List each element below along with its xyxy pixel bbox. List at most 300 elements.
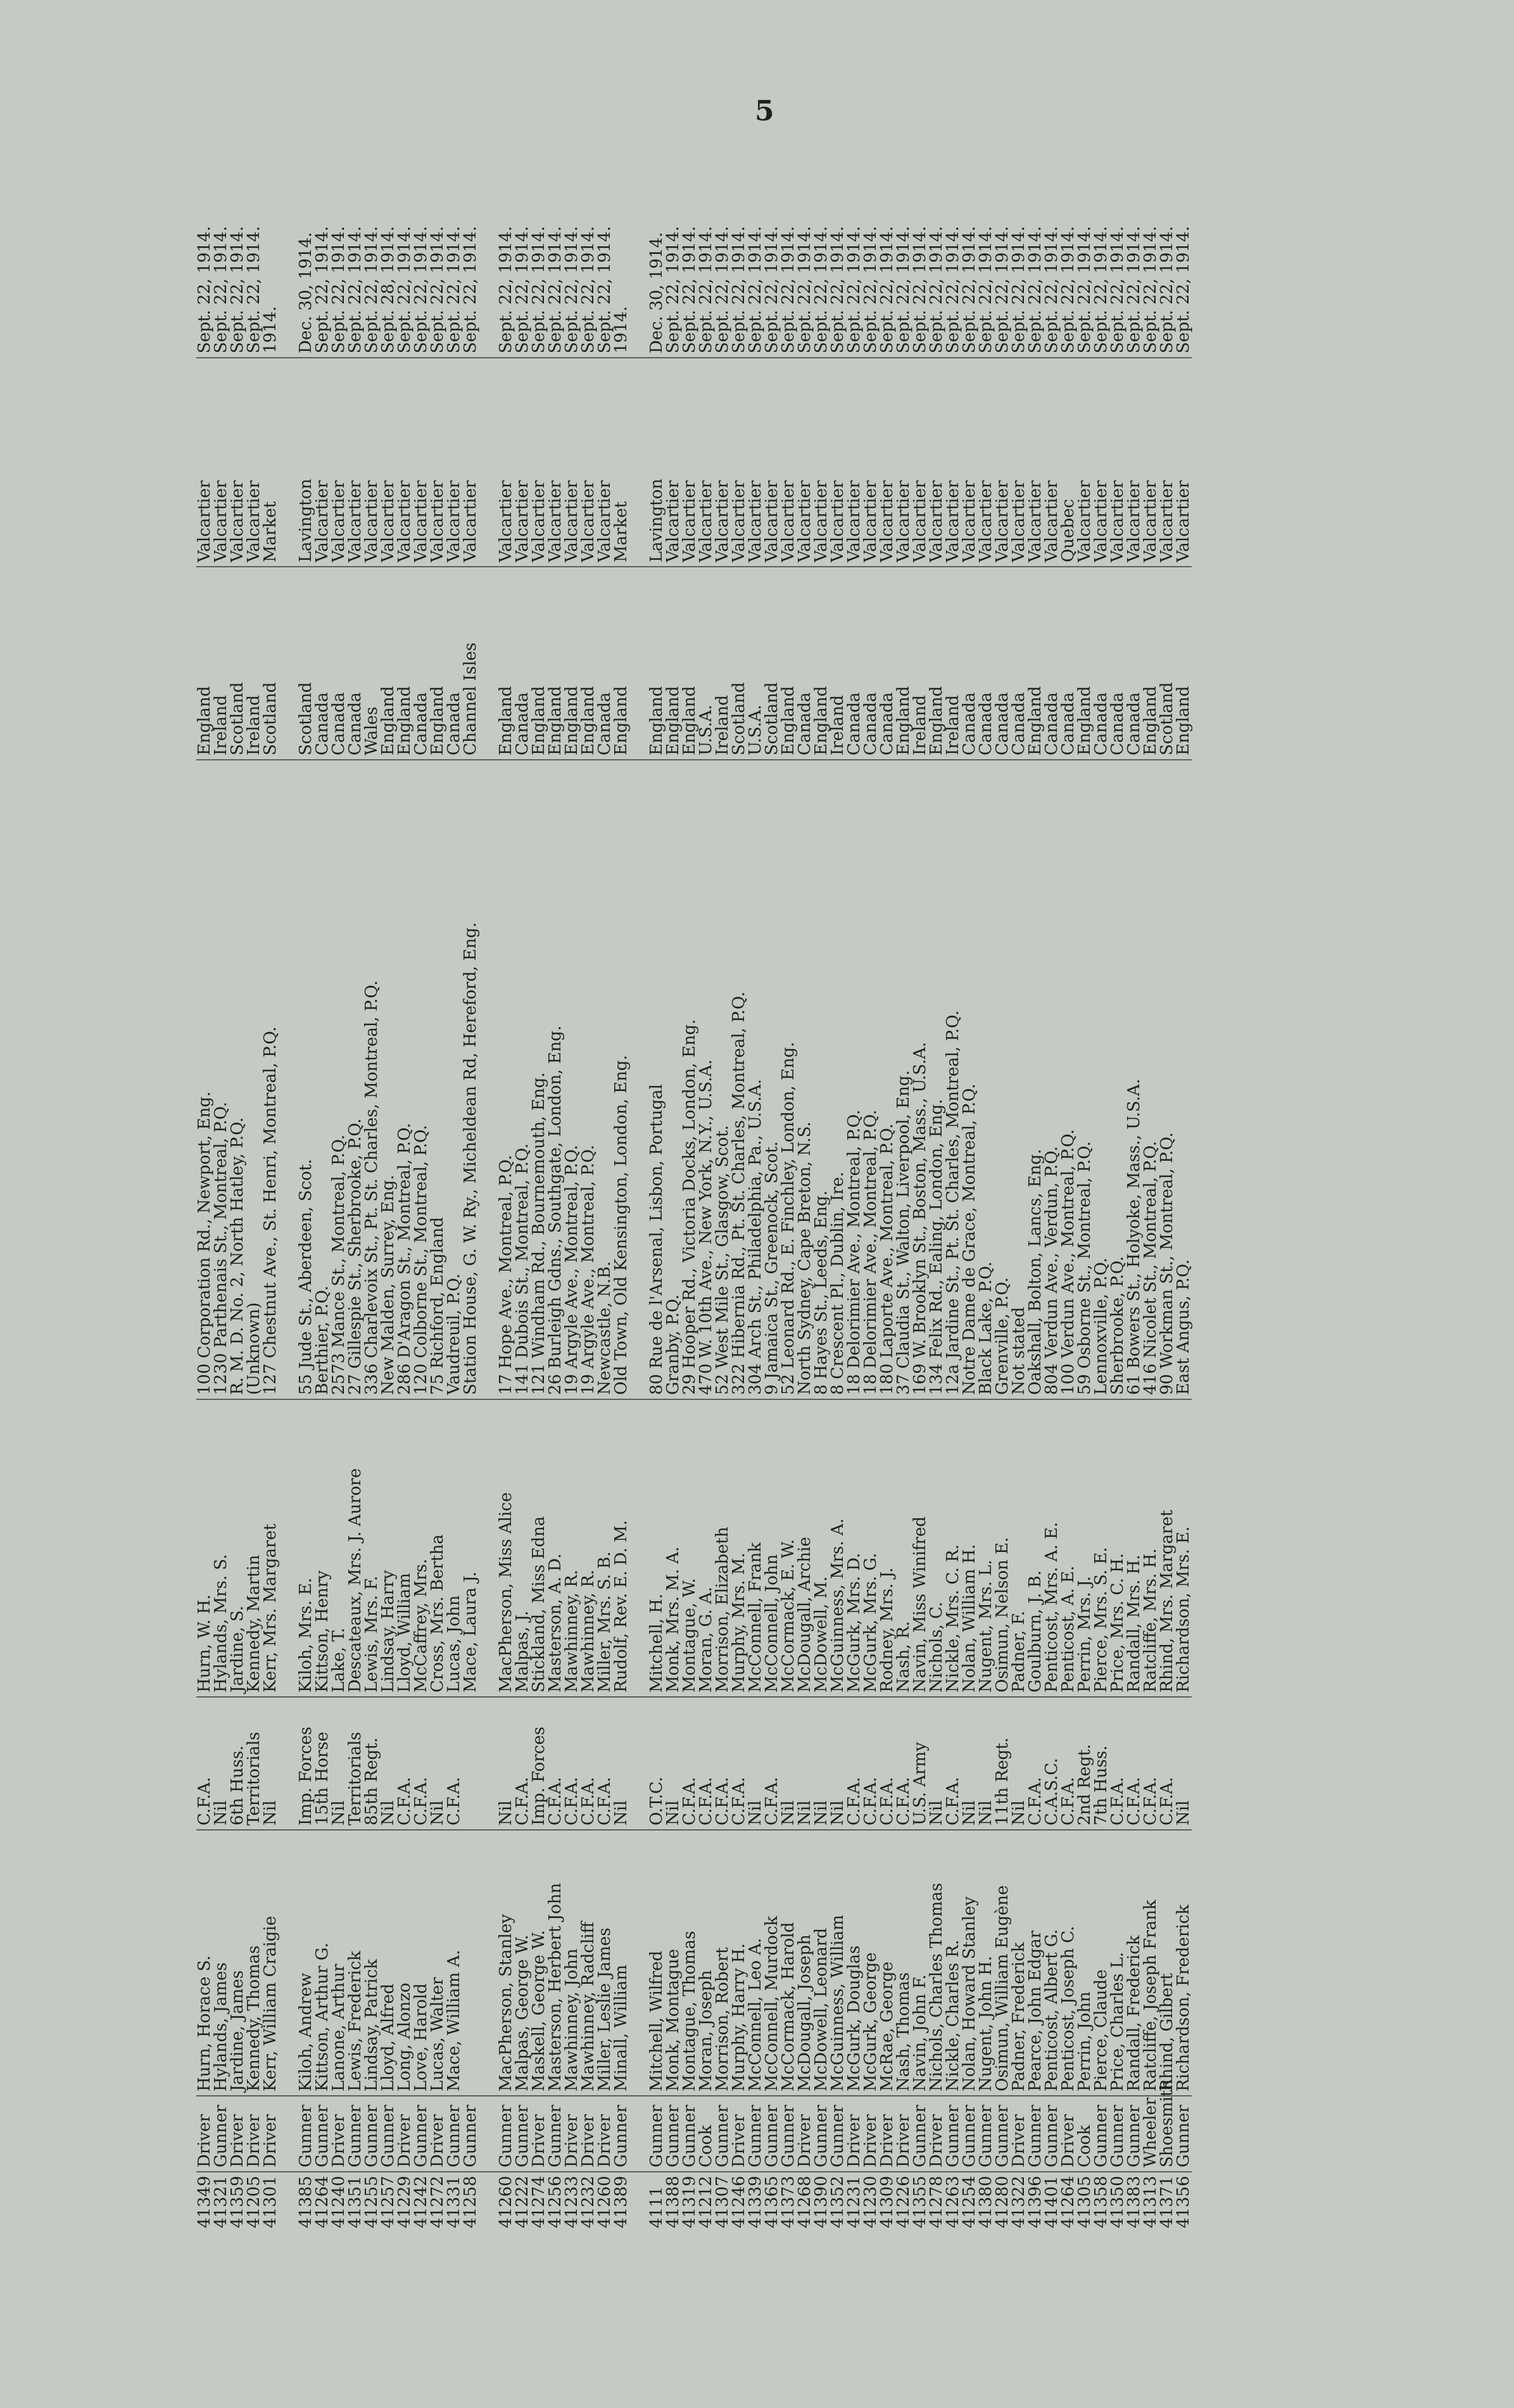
rank-cell: Gunner (462, 2096, 479, 2172)
former-corps-cell: Nil (665, 1697, 681, 1830)
name-cell: Richardson, Frederick (1175, 1830, 1192, 2096)
country-of-birth-cell: Canada (331, 567, 347, 760)
address-of-next-of-kin-cell: 26 Burleigh Gdns., Southgate, London, Eng. (547, 760, 564, 1399)
country-of-birth-cell: Canada (1109, 567, 1126, 760)
next-of-kin-cell: Montague, W. (681, 1399, 698, 1697)
place-of-enlistment-cell: Valcartier (498, 358, 514, 567)
date-of-enlistment-cell: Sept. 22, 1914. (412, 226, 431, 353)
address-of-next-of-kin-cell: 1230 Parthenais St., Montreal, P.Q. (213, 760, 229, 1399)
date-of-enlistment-cell: Sept. 22, 1914. (579, 226, 598, 353)
date-of-enlistment-cell: Sept. 22, 1914. (1158, 226, 1177, 353)
regimental-number-cell: 41230 (862, 2172, 879, 2232)
former-corps-cell: Nil (613, 1697, 629, 1830)
country-of-birth-cell: England (813, 567, 830, 760)
rank-cell: Gunner (978, 2096, 994, 2172)
rank-cell: Gunner (613, 2096, 629, 2172)
date-of-enlistment-cell: Sept. 22, 1914. (861, 226, 880, 353)
table-row (780, 237, 797, 2232)
country-of-birth-cell: Canada (446, 567, 462, 760)
address-of-next-of-kin-cell: 100 Corporation Rd., Newport, Eng. (196, 760, 213, 1399)
former-corps-cell: C.F.A. (846, 1697, 862, 1830)
date-of-enlistment-cell: Sept. 22, 1914. (812, 226, 831, 353)
rank-cell: Gunner (764, 2096, 780, 2172)
regimental-number-cell: 41401 (1044, 2172, 1060, 2232)
rank-cell: Gunner (1109, 2096, 1126, 2172)
rank-cell: Gunner (1027, 2096, 1044, 2172)
name-cell: Ratcliffe, Joseph Frank (1142, 1830, 1159, 2096)
date-of-enlistment-cell: Sept. 22, 1914. (927, 226, 946, 353)
place-of-enlistment-cell: Valcartier (1159, 358, 1175, 567)
place-of-enlistment-cell: Valcartier (731, 358, 747, 567)
regimental-number-cell: 41232 (580, 2172, 596, 2232)
regimental-number-cell: 41256 (547, 2172, 564, 2232)
date-of-enlistment-cell: Sept. 22, 1914. (228, 226, 247, 353)
name-cell: Hylands, James (213, 1830, 229, 2096)
former-corps-cell: C.F.A. (1142, 1697, 1159, 1830)
regimental-number-cell: 41309 (879, 2172, 895, 2232)
next-of-kin-cell: Descateaux, Mrs. J. Aurore (347, 1399, 363, 1697)
rank-cell: Gunner (413, 2096, 429, 2172)
table-row (1093, 237, 1109, 2232)
rank-cell: Driver (396, 2096, 413, 2172)
name-cell: Osimun, William Eugène (994, 1830, 1011, 2096)
address-of-next-of-kin-cell: 9 Jamaica St., Greenock, Scot. (764, 760, 780, 1399)
country-of-birth-cell: Scotland (262, 567, 279, 760)
name-cell: Malpas, George W. (514, 1830, 531, 2096)
former-corps-cell: Nil (498, 1697, 514, 1830)
country-of-birth-cell: U.S.A. (698, 567, 714, 760)
spacer-cell (479, 760, 498, 1399)
regimental-number-cell: 41350 (1109, 2172, 1126, 2232)
country-of-birth-cell: Canada (1011, 567, 1027, 760)
place-of-enlistment-cell: Quebec (1060, 358, 1076, 567)
place-of-enlistment-cell: Valcartier (564, 358, 580, 567)
rank-cell: Gunner (498, 2096, 514, 2172)
name-cell: Nugent, John H. (978, 1830, 994, 2096)
former-corps-cell: C.F.A. (547, 1697, 564, 1830)
address-of-next-of-kin-cell: 55 Jude St., Aberdeen, Scot. (298, 760, 314, 1399)
regimental-number-cell: 41352 (830, 2172, 846, 2232)
name-cell: Mawhinney, Radcliff (580, 1830, 596, 2096)
rank-cell: Gunner (813, 2096, 830, 2172)
former-corps-cell: Nil (961, 1697, 978, 1830)
address-of-next-of-kin-cell: 18 Delorimier Ave., Montreal, P.Q. (846, 760, 862, 1399)
regimental-number-cell: 41257 (380, 2172, 396, 2232)
place-of-enlistment-cell: Valcartier (1044, 358, 1060, 567)
date-of-enlistment-cell: Sept. 22, 1914. (496, 226, 515, 353)
country-of-birth-cell: Canada (1060, 567, 1076, 760)
former-corps-cell: C.A.S.C. (1044, 1697, 1060, 1830)
name-cell: Nichols, Charles Thomas (928, 1830, 945, 2096)
table-row (1142, 237, 1159, 2232)
rank-cell: Driver (862, 2096, 879, 2172)
date-of-enlistment-cell: Sept. 22, 1914. (894, 226, 913, 353)
next-of-kin-cell: MacPherson, Miss Alice (498, 1399, 514, 1697)
former-corps-cell: Nil (380, 1697, 396, 1830)
date-of-enlistment-cell: Sept. 22, 1914. (1026, 226, 1045, 353)
place-of-enlistment-cell: Valcartier (314, 358, 331, 567)
next-of-kin-cell: Hylands, Mrs. S. (213, 1399, 229, 1697)
name-cell: Moran, Joseph (698, 1830, 714, 2096)
regimental-number-cell: 41231 (846, 2172, 862, 2232)
address-of-next-of-kin-cell: Not stated (1011, 760, 1027, 1399)
place-of-enlistment-cell: Valcartier (1126, 358, 1142, 567)
rank-cell: Gunner (681, 2096, 698, 2172)
name-cell: Padner, Frederick (1011, 1830, 1027, 2096)
country-of-birth-cell: England (429, 567, 446, 760)
place-of-enlistment-cell: Lavington (648, 358, 665, 567)
spacer-cell (629, 567, 648, 760)
date-of-enlistment-cell: Sept. 22, 1914. (362, 226, 381, 353)
next-of-kin-cell: Stickland, Miss Edna (531, 1399, 547, 1697)
name-cell: Kennedy, Thomas (246, 1830, 262, 2096)
name-cell: Perrin, John (1076, 1830, 1093, 2096)
place-of-enlistment-cell: Valcartier (446, 358, 462, 567)
place-of-enlistment-cell: Valcartier (681, 358, 698, 567)
rank-cell: Driver (229, 2096, 246, 2172)
country-of-birth-cell: Canada (1093, 567, 1109, 760)
former-corps-cell: C.F.A. (895, 1697, 912, 1830)
name-cell: Jardine, James (229, 1830, 246, 2096)
former-corps-cell: Nil (1011, 1697, 1027, 1830)
name-cell: Mace, William A. (446, 1830, 462, 2096)
regimental-number-cell: 41260 (596, 2172, 613, 2232)
table-row (331, 237, 347, 2232)
place-of-enlistment-cell: Valcartier (928, 358, 945, 567)
former-corps-cell: C.F.A. (564, 1697, 580, 1830)
table-row (961, 237, 978, 2232)
country-of-birth-cell: Ireland (714, 567, 731, 760)
table-row (498, 237, 514, 2232)
next-of-kin-cell: Murphy, Mrs. M. (731, 1399, 747, 1697)
rank-cell: Gunner (314, 2096, 331, 2172)
country-of-birth-cell: Canada (1044, 567, 1060, 760)
country-of-birth-cell: England (1175, 567, 1192, 760)
country-of-birth-cell: Wales (363, 567, 380, 760)
next-of-kin-cell: McDowell, M. (813, 1399, 830, 1697)
date-of-enlistment-cell: Sept. 22, 1914. (313, 226, 332, 353)
rank-cell: Gunner (347, 2096, 363, 2172)
rank-cell: Wheeler (1142, 2096, 1159, 2172)
spacer-cell (279, 760, 298, 1399)
former-corps-cell: C.F.A. (1159, 1697, 1175, 1830)
place-of-enlistment-cell: Valcartier (547, 358, 564, 567)
date-of-enlistment-cell: Sept. 22, 1914. (878, 226, 897, 353)
next-of-kin-cell: Price, Mrs. C. H. (1109, 1399, 1126, 1697)
next-of-kin-cell: Lewis, Mrs. F. (363, 1399, 380, 1697)
address-of-next-of-kin-cell: 37 Claudia St., Walton, Liverpool, Eng. (895, 760, 912, 1399)
spacer-cell (629, 2096, 648, 2172)
date-of-enlistment-cell: Sept. 22, 1914. (445, 226, 464, 353)
country-of-birth-cell: Ireland (945, 567, 961, 760)
name-cell: Lewis, Frederick (347, 1830, 363, 2096)
country-of-birth-cell: Canada (862, 567, 879, 760)
address-of-next-of-kin-cell: Vaudreuil, P.Q. (446, 760, 462, 1399)
address-of-next-of-kin-cell: North Sydney, Cape Breton, N.S. (797, 760, 813, 1399)
place-of-enlistment-cell: Valcartier (813, 358, 830, 567)
date-of-enlistment-cell: Sept. 22, 1914. (762, 226, 781, 353)
table-row (413, 237, 429, 2232)
country-of-birth-cell: Scotland (731, 567, 747, 760)
regimental-number-cell: 4111 (648, 2172, 665, 2232)
table-row (747, 237, 764, 2232)
date-of-enlistment-cell: Sept. 22, 1914. (461, 226, 480, 353)
country-of-birth-cell: England (498, 567, 514, 760)
name-cell: Lucas, Walter (429, 1830, 446, 2096)
former-corps-cell: C.F.A. (1109, 1697, 1126, 1830)
regimental-number-cell: 41264 (314, 2172, 331, 2232)
rank-cell: Driver (1060, 2096, 1076, 2172)
date-of-enlistment-cell: Sept. 22, 1914. (993, 226, 1012, 353)
place-of-enlistment-cell: Valcartier (363, 358, 380, 567)
regimental-number-cell: 41242 (413, 2172, 429, 2232)
spacer-cell (279, 567, 298, 760)
regimental-number-cell: 41339 (747, 2172, 764, 2232)
former-corps-cell: O.T.C. (648, 1697, 665, 1830)
former-corps-cell: C.F.A. (879, 1697, 895, 1830)
former-corps-cell: C.F.A. (514, 1697, 531, 1830)
rank-cell: Gunner (665, 2096, 681, 2172)
name-cell: Lanone, Arthur (331, 1830, 347, 2096)
table-row (912, 237, 928, 2232)
place-of-enlistment-cell: Valcartier (531, 358, 547, 567)
country-of-birth-cell: Canada (879, 567, 895, 760)
table-row (580, 237, 596, 2232)
next-of-kin-cell: Jardine, S. (229, 1399, 246, 1697)
regimental-number-cell: 41365 (764, 2172, 780, 2232)
spacer-cell (479, 2096, 498, 2172)
regimental-number-cell: 41390 (813, 2172, 830, 2232)
name-cell: McGurk, George (862, 1830, 879, 2096)
table-row (846, 237, 862, 2232)
date-of-enlistment-cell: Sept. 22, 1914. (595, 226, 614, 353)
address-of-next-of-kin-cell: 134 Felix Rd., Ealing, London, Eng. (928, 760, 945, 1399)
former-corps-cell: Territorials (246, 1697, 262, 1830)
table-row (862, 237, 879, 2232)
table-row (596, 237, 613, 2232)
place-of-enlistment-cell: Valcartier (879, 358, 895, 567)
table-row (347, 237, 363, 2232)
address-of-next-of-kin-cell: Notre Dame de Grace, Montreal, P.Q. (961, 760, 978, 1399)
table-row (298, 237, 314, 2232)
name-cell: McGurk, Douglas (846, 1830, 862, 2096)
table-row (314, 237, 331, 2232)
address-of-next-of-kin-cell: 470 W. 10th Ave., New York, N.Y., U.S.A. (698, 760, 714, 1399)
regimental-number-cell: 41373 (780, 2172, 797, 2232)
country-of-birth-cell: Canada (1126, 567, 1142, 760)
former-corps-cell: Territorials (347, 1697, 363, 1830)
date-of-enlistment-cell: 1914. (261, 306, 280, 353)
table-row (363, 237, 380, 2232)
next-of-kin-cell: Rudolf, Rev. E. D. M. (613, 1399, 629, 1697)
former-corps-cell: C.F.A. (396, 1697, 413, 1830)
rank-cell: Gunner (1126, 2096, 1142, 2172)
country-of-birth-cell: Canada (994, 567, 1011, 760)
next-of-kin-cell: McConnell, Frank (747, 1399, 764, 1697)
name-cell: Nolan, Howard Stanley (961, 1830, 978, 2096)
regimental-number-cell: 41254 (961, 2172, 978, 2232)
place-of-enlistment-cell: Valcartier (780, 358, 797, 567)
address-of-next-of-kin-cell: 2573 Mance St., Montreal, P.Q. (331, 760, 347, 1399)
spacer-cell (479, 1830, 498, 2096)
name-cell: Navin, John F. (912, 1830, 928, 2096)
country-of-birth-cell: Canada (314, 567, 331, 760)
next-of-kin-cell: McCormack, E. W. (780, 1399, 797, 1697)
rank-cell: Gunner (213, 2096, 229, 2172)
address-of-next-of-kin-cell: 141 Dubois St., Montreal, P.Q. (514, 760, 531, 1399)
date-of-enlistment-cell: Sept. 22, 1914. (1059, 226, 1078, 353)
next-of-kin-cell: Penticost, Mrs. A. E. (1044, 1399, 1060, 1697)
country-of-birth-cell: England (396, 567, 413, 760)
place-of-enlistment-cell: Valcartier (580, 358, 596, 567)
next-of-kin-cell: Padner, F. (1011, 1399, 1027, 1697)
place-of-enlistment-cell: Valcartier (396, 358, 413, 567)
former-corps-cell: 7th Huss. (1093, 1697, 1109, 1830)
next-of-kin-cell: Kiloh, Mrs. E. (298, 1399, 314, 1697)
name-cell: Love, Harold (413, 1830, 429, 2096)
regimental-number-cell: 41280 (994, 2172, 1011, 2232)
table-row (429, 237, 446, 2232)
table-row (547, 237, 564, 2232)
regimental-number-cell: 41331 (446, 2172, 462, 2232)
rank-cell: Driver (246, 2096, 262, 2172)
nominal-roll-table (195, 226, 1193, 2232)
name-cell: Kittson, Arthur G. (314, 1830, 331, 2096)
spacer-cell (279, 1399, 298, 1697)
country-of-birth-cell: England (648, 567, 665, 760)
date-of-enlistment-cell: Sept. 22, 1914. (428, 226, 447, 353)
date-of-enlistment-cell: Sept. 22, 1914. (729, 226, 748, 353)
address-of-next-of-kin-cell: 121 Windham Rd., Bournemouth, Eng. (531, 760, 547, 1399)
rank-cell: Driver (895, 2096, 912, 2172)
table-row (1027, 237, 1044, 2232)
name-cell: Minall, William (613, 1830, 629, 2096)
table-row (994, 237, 1011, 2232)
spacer-cell (279, 1830, 298, 2096)
rank-cell: Gunner (912, 2096, 928, 2172)
rank-cell: Driver (196, 2096, 213, 2172)
regimental-number-cell: 41389 (613, 2172, 629, 2232)
name-cell: Mawhinney, John (564, 1830, 580, 2096)
rank-cell: Gunner (514, 2096, 531, 2172)
next-of-kin-cell: Nichols, C. (928, 1399, 945, 1697)
address-of-next-of-kin-cell: 90 Workman St., Montreal, P.Q. (1159, 760, 1175, 1399)
country-of-birth-cell: Canada (413, 567, 429, 760)
regimental-number-cell: 41307 (714, 2172, 731, 2232)
address-of-next-of-kin-cell: East Angus, P.Q. (1175, 760, 1192, 1399)
table-row (229, 237, 246, 2232)
date-of-enlistment-cell: Sept. 22, 1914. (1075, 226, 1094, 353)
place-of-enlistment-cell: Valcartier (698, 358, 714, 567)
name-cell: MacPherson, Stanley (498, 1830, 514, 2096)
place-of-enlistment-cell: Valcartier (229, 358, 246, 567)
place-of-enlistment-cell: Valcartier (347, 358, 363, 567)
regimental-number-cell: 41321 (213, 2172, 229, 2232)
next-of-kin-cell: Kerr, Mrs. Margaret (262, 1399, 279, 1697)
country-of-birth-cell: England (613, 567, 629, 760)
address-of-next-of-kin-cell: 286 D'Aragon St., Montreal, P.Q. (396, 760, 413, 1399)
place-of-enlistment-cell: Valcartier (462, 358, 479, 567)
table-row (514, 237, 531, 2232)
name-cell: McConnell, Murdock (764, 1830, 780, 2096)
name-cell: Kerr, William Craigie (262, 1830, 279, 2096)
spacer-cell (479, 358, 498, 567)
rank-cell: Gunner (945, 2096, 961, 2172)
country-of-birth-cell: Canada (596, 567, 613, 760)
former-corps-cell: Nil (797, 1697, 813, 1830)
nominal-roll-ledger (195, 226, 1463, 2232)
former-corps-cell: Nil (1175, 1697, 1192, 1830)
spacer-cell (629, 358, 648, 567)
country-of-birth-cell: England (665, 567, 681, 760)
next-of-kin-cell: Nickle, Mrs. C. R. (945, 1399, 961, 1697)
rank-cell: Driver (731, 2096, 747, 2172)
place-of-enlistment-cell: Valcartier (1027, 358, 1044, 567)
group-spacer (629, 237, 648, 2232)
table-row (698, 237, 714, 2232)
place-of-enlistment-cell: Valcartier (912, 358, 928, 567)
regimental-number-cell: 41263 (945, 2172, 961, 2232)
name-cell: Miller, Leslie James (596, 1830, 613, 2096)
next-of-kin-cell: Richardson, Mrs. E. (1175, 1399, 1192, 1697)
rank-cell: Gunner (780, 2096, 797, 2172)
name-cell: Hurn, Horace S. (196, 1830, 213, 2096)
regimental-number-cell: 41322 (1011, 2172, 1027, 2232)
spacer-cell (629, 2172, 648, 2232)
former-corps-cell: 2nd Regt. (1076, 1697, 1093, 1830)
next-of-kin-cell: Morrison, Elizabeth (714, 1399, 731, 1697)
country-of-birth-cell: Ireland (912, 567, 928, 760)
next-of-kin-cell: Pierce, Mrs. S. E. (1093, 1399, 1109, 1697)
address-of-next-of-kin-cell: 75 Richford, England (429, 760, 446, 1399)
address-of-next-of-kin-cell: 52 Leonard Rd., E. Finchley, London, Eng. (780, 760, 797, 1399)
country-of-birth-cell: Canada (514, 567, 531, 760)
date-of-enlistment-cell: Sept. 22, 1914. (244, 226, 263, 353)
address-of-next-of-kin-cell: 27 Gillespie St., Sherbrooke, P.Q. (347, 760, 363, 1399)
former-corps-cell: C.F.A. (413, 1697, 429, 1830)
country-of-birth-cell: England (564, 567, 580, 760)
spacer-cell (629, 760, 648, 1399)
place-of-enlistment-cell: Valcartier (945, 358, 961, 567)
country-of-birth-cell: England (531, 567, 547, 760)
name-cell: Long, Alonzo (396, 1830, 413, 2096)
regimental-number-cell: 41359 (229, 2172, 246, 2232)
country-of-birth-cell: Scotland (764, 567, 780, 760)
former-corps-cell: 6th Huss. (229, 1697, 246, 1830)
place-of-enlistment-cell: Lavington (298, 358, 314, 567)
table-row (564, 237, 580, 2232)
regimental-number-cell: 41240 (331, 2172, 347, 2232)
former-corps-cell: C.F.A. (714, 1697, 731, 1830)
address-of-next-of-kin-cell: Station House, G. W. Ry., Micheldean Rd, Hereford, Eng. (462, 760, 479, 1399)
rank-cell: Cook (698, 2096, 714, 2172)
table-row (1011, 237, 1027, 2232)
address-of-next-of-kin-cell: 80 Rue de l'Arsenal, Lisbon, Portugal (648, 760, 665, 1399)
former-corps-cell: Nil (813, 1697, 830, 1830)
address-of-next-of-kin-cell: 12a Jardine St., Pt. St. Charles, Montreal, P.Q. (945, 760, 961, 1399)
next-of-kin-cell: Kennedy, Martin (246, 1399, 262, 1697)
place-of-enlistment-cell: Valcartier (846, 358, 862, 567)
address-of-next-of-kin-cell: Berthier, P.Q. (314, 760, 331, 1399)
date-of-enlistment-cell: Sept. 22, 1914. (680, 226, 699, 353)
regimental-number-cell: 41233 (564, 2172, 580, 2232)
country-of-birth-cell: Canada (846, 567, 862, 760)
next-of-kin-cell: Nolan, William H. (961, 1399, 978, 1697)
address-of-next-of-kin-cell: 120 Colborne St., Montreal, P.Q. (413, 760, 429, 1399)
regimental-number-cell: 41268 (797, 2172, 813, 2232)
address-of-next-of-kin-cell: Newcastle, N.B. (596, 760, 613, 1399)
place-of-enlistment-cell: Valcartier (1011, 358, 1027, 567)
